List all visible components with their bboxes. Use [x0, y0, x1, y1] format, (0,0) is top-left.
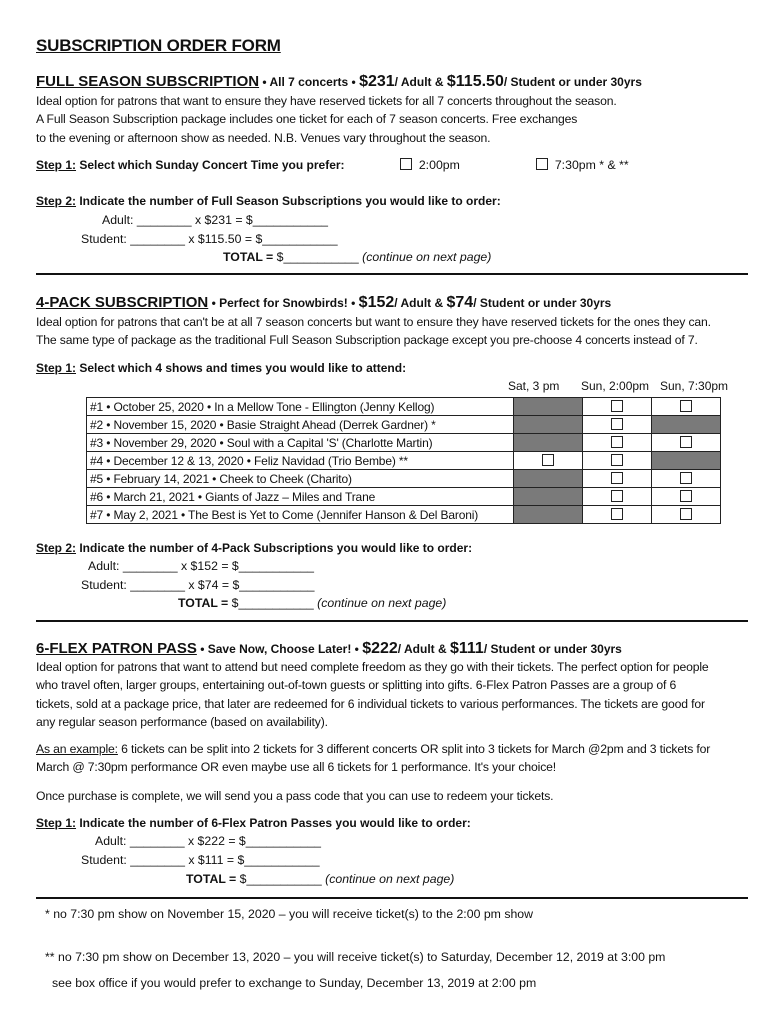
four-pack-student-price: $74	[446, 294, 474, 311]
full-season-total-line[interactable]: TOTAL = $___________ (continue on next page)	[223, 250, 492, 264]
flex-pass-description: Ideal option for patrons that want to attend but need complete freedom as they go with their tickets. The perfect option for people who travel often, larger groups, entertaining out-of-town guests or splitting into gifts. 6-Flex Patron Passes are a group of 6 tickets, sold at a package price, that later are redeemed for 6 individual tickets to various performances. The tickets are good for any regular season performance (based on availability).	[36, 660, 709, 730]
checkbox-sun-2pm[interactable]	[611, 472, 623, 484]
full-season-name: FULL SEASON SUBSCRIPTION	[36, 73, 260, 90]
show-row	[87, 416, 721, 434]
show-slot-sun-2pm[interactable]	[583, 470, 652, 488]
full-season-header: FULL SEASON SUBSCRIPTION • All 7 concerts • $231/ Adult & $115.50/ Student or under 30yrs	[36, 73, 642, 90]
checkbox-sun-730pm[interactable]	[680, 436, 692, 448]
checkbox-sun-730pm[interactable]	[680, 400, 692, 412]
full-season-description: Ideal option for patrons that want to ensure they have reserved tickets for all 7 concerts throughout the season. A Full Season Subscription package includes one ticket for each of 7 season concerts. Free exchanges to the evening or afternoon show as needed. N.B. Venues vary throughout the season.	[36, 94, 617, 145]
section-divider	[36, 273, 748, 275]
unavailable-slot-sun-730pm	[652, 452, 721, 470]
four-pack-header: 4-PACK SUBSCRIPTION • Perfect for Snowbirds! • $152/ Adult & $74/ Student or under 30yrs	[36, 294, 612, 311]
checkbox-sun-2pm[interactable]	[611, 508, 623, 520]
show-row	[87, 452, 721, 470]
show-slot-sun-2pm[interactable]	[583, 398, 652, 416]
show-slot-sun-730pm[interactable]	[652, 398, 721, 416]
checkbox-sun-2pm[interactable]	[611, 418, 623, 430]
section-divider	[36, 897, 748, 899]
show-slot-sun-2pm[interactable]	[583, 434, 652, 452]
show-slot-sun-730pm[interactable]	[652, 488, 721, 506]
checkbox-sun-730pm[interactable]	[680, 472, 692, 484]
full-season-step1: Step 1: Select which Sunday Concert Time you prefer:	[36, 158, 345, 172]
checkbox-sun-2pm[interactable]	[611, 490, 623, 502]
time-option-730pm[interactable]: 7:30pm * & **	[536, 158, 629, 172]
unavailable-slot-sat-3pm	[514, 416, 583, 434]
full-season-student-price: $115.50	[446, 73, 504, 90]
unavailable-slot-sat-3pm	[514, 506, 583, 524]
four-pack-description: Ideal option for patrons that can't be at all 7 season concerts but want to ensure they have reserved tickets for the ones they can. The same type of package as the traditional Full Season Subscription package except you pre-choose 4 concerts instead of 7.	[36, 315, 711, 348]
show-slot-sun-2pm[interactable]	[583, 416, 652, 434]
four-pack-step1: Step 1: Select which 4 shows and times you would like to attend:	[36, 361, 407, 375]
full-season-student-line[interactable]: Student: ________ x $115.50 = $___________	[81, 232, 338, 246]
unavailable-slot-sun-730pm	[652, 416, 721, 434]
checkbox-sun-2pm[interactable]	[611, 400, 623, 412]
show-row	[87, 470, 721, 488]
time-option-2pm[interactable]: 2:00pm	[400, 158, 460, 172]
four-pack-student-line[interactable]: Student: ________ x $74 = $___________	[81, 578, 315, 592]
checkbox-2pm[interactable]	[400, 158, 412, 170]
unavailable-slot-sat-3pm	[514, 488, 583, 506]
show-label: #2 • November 15, 2020 • Basie Straight Ahead (Derrek Gardner) *	[87, 416, 514, 434]
show-label: #3 • November 29, 2020 • Soul with a Capital 'S' (Charlotte Martin)	[87, 434, 514, 452]
flex-pass-adult-price: $222	[362, 640, 398, 657]
checkbox-sat-3pm[interactable]	[542, 454, 554, 466]
column-header-sun-2pm: Sun, 2:00pm	[581, 379, 650, 393]
column-header-sat-3pm: Sat, 3 pm	[508, 379, 560, 393]
four-pack-name: 4-PACK SUBSCRIPTION	[36, 294, 209, 311]
unavailable-slot-sat-3pm	[514, 398, 583, 416]
show-slot-sat-3pm[interactable]	[514, 452, 583, 470]
show-label: #7 • May 2, 2021 • The Best is Yet to Come (Jennifer Hanson & Del Baroni)	[87, 506, 514, 524]
show-slot-sun-2pm[interactable]	[583, 452, 652, 470]
show-schedule-table	[86, 397, 721, 524]
four-pack-total-line[interactable]: TOTAL = $___________ (continue on next page)	[178, 596, 447, 610]
flex-pass-student-price: $111	[450, 640, 484, 657]
footnote-2: ** no 7:30 pm show on December 13, 2020 – you will receive ticket(s) to Saturday, December 12, 2019 at 3:00 pm	[45, 950, 666, 964]
show-slot-sun-730pm[interactable]	[652, 470, 721, 488]
unavailable-slot-sat-3pm	[514, 470, 583, 488]
full-season-adult-price: $231	[359, 73, 395, 90]
flex-pass-purchase-note: Once purchase is complete, we will send you a pass code that you can use to redeem your tickets.	[36, 789, 554, 803]
flex-pass-student-line[interactable]: Student: ________ x $111 = $___________	[81, 853, 320, 867]
show-row	[87, 506, 721, 524]
show-label: #6 • March 21, 2021 • Giants of Jazz – Miles and Trane	[87, 488, 514, 506]
show-slot-sun-730pm[interactable]	[652, 434, 721, 452]
checkbox-sun-2pm[interactable]	[611, 436, 623, 448]
show-row	[87, 434, 721, 452]
flex-pass-name: 6-FLEX PATRON PASS	[36, 640, 197, 657]
show-label: #5 • February 14, 2021 • Cheek to Cheek (Charito)	[87, 470, 514, 488]
column-header-sun-730pm: Sun, 7:30pm	[660, 379, 729, 393]
checkbox-sun-730pm[interactable]	[680, 490, 692, 502]
checkbox-730pm[interactable]	[536, 158, 548, 170]
footnote-1: * no 7:30 pm show on November 15, 2020 – you will receive ticket(s) to the 2:00 pm show	[45, 907, 534, 921]
show-row	[87, 488, 721, 506]
flex-pass-total-line[interactable]: TOTAL = $___________ (continue on next page)	[186, 872, 455, 886]
full-season-adult-line[interactable]: Adult: ________ x $231 = $___________	[102, 213, 328, 227]
section-divider	[36, 620, 748, 622]
full-season-step2: Step 2: Indicate the number of Full Season Subscriptions you would like to order:	[36, 194, 501, 208]
four-pack-step2: Step 2: Indicate the number of 4-Pack Subscriptions you would like to order:	[36, 541, 473, 555]
show-slot-sun-2pm[interactable]	[583, 488, 652, 506]
show-row	[87, 398, 721, 416]
page-title: SUBSCRIPTION ORDER FORM	[36, 36, 281, 55]
footnote-3: see box office if you would prefer to exchange to Sunday, December 13, 2019 at 2:00 pm	[52, 976, 537, 990]
four-pack-adult-price: $152	[358, 294, 395, 311]
flex-pass-adult-line[interactable]: Adult: ________ x $222 = $___________	[95, 834, 321, 848]
checkbox-sun-730pm[interactable]	[680, 508, 692, 520]
unavailable-slot-sat-3pm	[514, 434, 583, 452]
show-slot-sun-2pm[interactable]	[583, 506, 652, 524]
show-label: #4 • December 12 & 13, 2020 • Feliz Navidad (Trio Bembe) **	[87, 452, 514, 470]
show-slot-sun-730pm[interactable]	[652, 506, 721, 524]
flex-pass-example: As an example: 6 tickets can be split into 2 tickets for 3 different concerts OR split into 3 tickets for March @2pm and 3 tickets for March @ 7:30pm performance OR even maybe use all 6 tickets for 1 performance. It's your choice!	[36, 742, 711, 775]
four-pack-adult-line[interactable]: Adult: ________ x $152 = $___________	[88, 559, 314, 573]
flex-pass-header: 6-FLEX PATRON PASS • Save Now, Choose Later! • $222/ Adult & $111/ Student or under 30yrs	[36, 640, 622, 657]
flex-pass-step1: Step 1: Indicate the number of 6-Flex Patron Passes you would like to order:	[36, 816, 471, 830]
show-label: #1 • October 25, 2020 • In a Mellow Tone - Ellington (Jenny Kellog)	[87, 398, 514, 416]
checkbox-sun-2pm[interactable]	[611, 454, 623, 466]
